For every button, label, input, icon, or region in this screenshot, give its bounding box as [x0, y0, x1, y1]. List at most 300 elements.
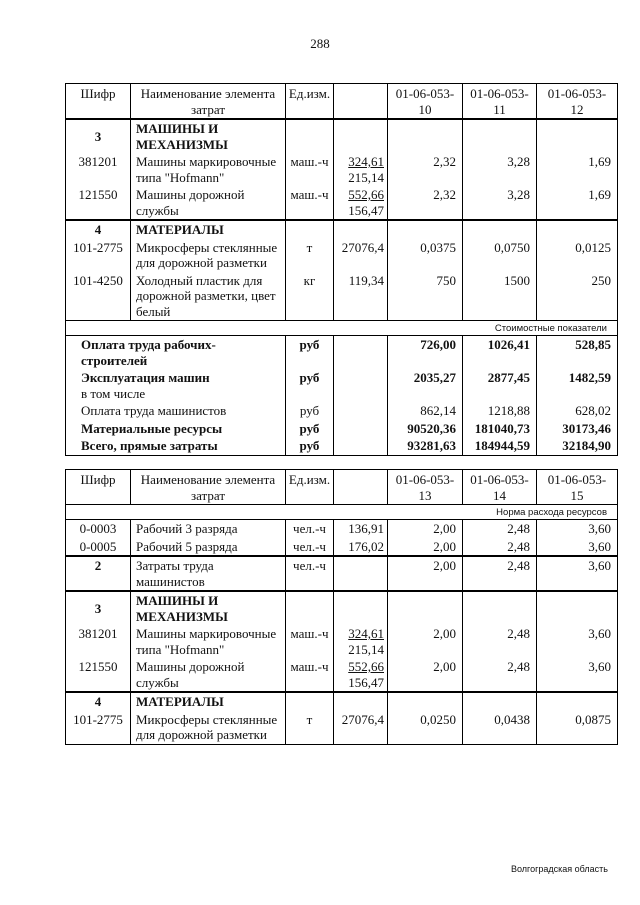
norm-value: 750 — [436, 272, 456, 288]
price-value: 552,66 — [348, 187, 384, 202]
norm-value: 250 — [591, 272, 611, 288]
empty-cell — [334, 336, 388, 370]
price-value: 27076,4 — [341, 239, 384, 255]
cost-value-cell — [463, 437, 537, 455]
norm-value: 0,0750 — [494, 239, 530, 255]
header-unit-cell — [286, 84, 334, 120]
header-norm-line: 14 — [493, 487, 506, 503]
resource-name-line: машинистов — [136, 573, 205, 589]
resource-row — [66, 658, 618, 692]
norm-value-cell — [463, 239, 537, 272]
header-norm-line: 01-06-053- — [470, 86, 529, 101]
header-name-line: затрат — [190, 487, 226, 503]
norm-value-cell — [537, 186, 618, 220]
norm-value: 3,60 — [588, 538, 611, 554]
price-cell — [334, 153, 388, 186]
header-price-cell — [334, 84, 388, 120]
cost-value-cell — [463, 336, 537, 370]
unit: руб — [299, 337, 320, 352]
empty-cell — [537, 220, 618, 239]
empty-cell — [388, 692, 463, 711]
cost-label-line: Оплата труда рабочих- — [81, 337, 216, 352]
norm-value-cell — [388, 556, 463, 591]
price-value: 176,02 — [348, 538, 384, 554]
cost-value-cell — [463, 420, 537, 438]
cost-value: 184944,59 — [474, 438, 530, 453]
name-cell — [131, 556, 286, 591]
norm-value-cell — [388, 711, 463, 745]
norm-value-cell — [537, 239, 618, 272]
cost-label-line: строителей — [81, 352, 148, 368]
unit-cell — [286, 186, 334, 220]
section-row — [66, 119, 618, 153]
unit: руб — [299, 438, 320, 453]
price-cell — [334, 186, 388, 220]
price-value: 156,47 — [348, 202, 384, 218]
header-unit-cell — [286, 470, 334, 505]
section-code: 4 — [94, 222, 102, 237]
resource-norms-table-1 — [65, 83, 618, 456]
code-cell — [66, 625, 131, 658]
header-name-cell — [131, 470, 286, 505]
note-text: Норма расхода ресурсов — [496, 507, 607, 518]
cost-value-cell — [388, 369, 463, 402]
unit-cell — [286, 336, 334, 370]
resource-code: 0-0005 — [79, 538, 117, 554]
unit-cell — [286, 437, 334, 455]
norm-value: 2,00 — [433, 538, 456, 554]
resource-name-line: для дорожной разметки — [136, 727, 267, 742]
norm-value: 0,0438 — [494, 711, 530, 727]
cost-label-cell — [66, 420, 286, 438]
unit: т — [306, 711, 313, 727]
resource-row — [66, 538, 618, 557]
empty-cell — [334, 220, 388, 239]
note-text: Стоимостные показатели — [494, 323, 607, 334]
cost-value: 628,02 — [575, 403, 611, 418]
empty-cell — [537, 119, 618, 153]
header-name-cell — [131, 84, 286, 120]
price-cell — [334, 272, 388, 321]
section-code: 3 — [94, 600, 102, 616]
page-number: 288 — [310, 36, 330, 51]
unit: маш.-ч — [290, 154, 329, 169]
unit-cell — [286, 272, 334, 321]
norm-value: 0,0875 — [575, 711, 611, 727]
cost-value: 32184,90 — [562, 438, 611, 453]
norm-value-cell — [463, 711, 537, 745]
unit: т — [306, 239, 313, 255]
cost-value: 528,85 — [575, 337, 611, 352]
cost-value: 2877,45 — [487, 370, 530, 385]
unit-cell — [286, 402, 334, 420]
price-value: 215,14 — [348, 169, 384, 185]
resource-code: 121550 — [78, 187, 118, 202]
resource-code: 121550 — [78, 659, 118, 674]
price-cell — [334, 556, 388, 591]
table-body — [66, 84, 618, 456]
norm-value: 2,32 — [433, 187, 456, 202]
norm-value-cell — [463, 520, 537, 538]
header-norm-line: 01-06-053- — [547, 86, 607, 101]
section-title-line: МАТЕРИАЛЫ — [136, 222, 224, 237]
norm-value: 3,28 — [507, 154, 530, 169]
norm-value: 2,00 — [433, 626, 456, 641]
cost-label-cell — [66, 402, 286, 420]
unit-cell — [286, 556, 334, 591]
norm-value: 2,48 — [507, 626, 530, 641]
resource-name-line: для дорожной разметки — [136, 255, 267, 270]
header-norm-cell — [388, 84, 463, 120]
norm-value-cell — [537, 711, 618, 745]
note-row — [66, 505, 618, 520]
code-cell — [66, 186, 131, 220]
empty-cell — [286, 119, 334, 153]
price-value: 136,91 — [348, 521, 384, 536]
resource-row — [66, 711, 618, 745]
price-cell — [334, 520, 388, 538]
cost-value-cell — [463, 369, 537, 402]
resource-code: 101-4250 — [73, 272, 123, 288]
resource-row — [66, 625, 618, 658]
norm-value-cell — [388, 186, 463, 220]
section-code-cell — [66, 692, 131, 711]
empty-cell — [537, 591, 618, 625]
norm-value-cell — [388, 239, 463, 272]
code-cell — [66, 153, 131, 186]
cost-value-cell — [537, 437, 618, 455]
norm-value: 2,48 — [507, 659, 530, 674]
norm-value-cell — [388, 153, 463, 186]
resource-name-line: Машины маркировочные — [136, 626, 277, 641]
note-row — [66, 321, 618, 336]
price-value: 27076,4 — [341, 711, 384, 727]
header-norm-line: 01-06-053- — [395, 86, 455, 101]
norm-value-cell — [537, 153, 618, 186]
unit-cell — [286, 625, 334, 658]
norm-value: 3,60 — [588, 558, 611, 573]
norm-value-cell — [463, 556, 537, 591]
unit: маш.-ч — [290, 626, 329, 641]
resource-code: 381201 — [78, 626, 118, 641]
empty-cell — [463, 591, 537, 625]
norm-value-cell — [388, 520, 463, 538]
cost-value-cell — [537, 336, 618, 370]
cost-row — [66, 402, 618, 420]
unit: руб — [299, 370, 320, 385]
cost-value: 93281,63 — [407, 438, 456, 453]
price-cell — [334, 711, 388, 745]
cost-label-line: Всего, прямые затраты — [81, 438, 218, 453]
cost-row — [66, 336, 618, 370]
norm-value-cell — [537, 556, 618, 591]
resource-name-line: Машины дорожной — [136, 659, 245, 674]
section-title-line: МАТЕРИАЛЫ — [136, 694, 224, 709]
code-cell — [66, 272, 131, 321]
norm-value-cell — [537, 272, 618, 321]
empty-cell — [463, 692, 537, 711]
section-title-line: МЕХАНИЗМЫ — [136, 608, 228, 624]
table-header-row — [66, 470, 618, 505]
norm-value: 2,32 — [433, 154, 456, 169]
section-row — [66, 692, 618, 711]
norm-value-cell — [388, 272, 463, 321]
section-title-cell — [131, 119, 286, 153]
resource-name-line: службы — [136, 202, 179, 218]
header-norm-line: 10 — [418, 101, 432, 117]
resource-name-line: Рабочий 5 разряда — [136, 538, 238, 554]
cost-value: 30173,46 — [562, 420, 611, 436]
unit: руб — [299, 420, 320, 436]
resource-name-line: Рабочий 3 разряда — [136, 521, 238, 536]
header-price-cell — [334, 470, 388, 505]
header-unit: Ед.изм. — [288, 472, 331, 487]
cost-row — [66, 437, 618, 455]
note-cell — [66, 505, 618, 520]
cost-value-cell — [537, 369, 618, 402]
cost-value-cell — [388, 402, 463, 420]
norm-value: 2,48 — [507, 521, 530, 536]
norm-value: 3,60 — [588, 626, 611, 641]
unit: кг — [303, 272, 316, 288]
code-cell — [66, 711, 131, 745]
price-cell — [334, 239, 388, 272]
cost-label-cell — [66, 437, 286, 455]
unit: чел.-ч — [293, 558, 326, 573]
norm-value: 3,60 — [588, 659, 611, 674]
header-norm-line: 13 — [418, 487, 432, 503]
code-cell — [66, 520, 131, 538]
empty-cell — [334, 119, 388, 153]
norm-value-cell — [463, 625, 537, 658]
norm-value-cell — [463, 272, 537, 321]
header-norm-line: 12 — [570, 101, 584, 117]
resource-code: 101-2775 — [73, 239, 123, 255]
norm-value-cell — [388, 658, 463, 692]
name-cell — [131, 658, 286, 692]
unit: чел.-ч — [293, 521, 326, 536]
header-code-cell — [66, 84, 131, 120]
cost-label-line: Оплата труда машинистов — [81, 403, 227, 418]
code-cell — [66, 239, 131, 272]
table-body — [66, 470, 618, 745]
header-norm-cell — [463, 84, 537, 120]
section-title-line: МЕХАНИЗМЫ — [136, 136, 228, 152]
name-cell — [131, 153, 286, 186]
norm-value: 2,00 — [433, 558, 456, 573]
section-code: 4 — [94, 694, 102, 709]
price-cell — [334, 538, 388, 557]
cost-value: 1482,59 — [568, 370, 611, 385]
cost-label-line: Эксплуатация машин — [81, 370, 210, 385]
unit: чел.-ч — [293, 538, 326, 554]
section-title-cell — [131, 220, 286, 239]
unit-cell — [286, 420, 334, 438]
cost-value: 181040,73 — [474, 420, 530, 436]
code-cell — [66, 538, 131, 557]
norm-value: 0,0125 — [575, 239, 611, 255]
cost-value-cell — [537, 402, 618, 420]
norm-value: 2,00 — [433, 659, 456, 674]
resource-code: 2 — [94, 558, 102, 573]
group-row — [66, 556, 618, 591]
norm-value-cell — [537, 538, 618, 557]
cost-value-cell — [388, 336, 463, 370]
cost-value: 2035,27 — [413, 370, 456, 385]
price-value: 119,34 — [348, 272, 384, 288]
resource-name-line: дорожной разметки, цвет — [136, 288, 276, 303]
norm-value: 1500 — [504, 272, 530, 288]
name-cell — [131, 625, 286, 658]
resource-code: 0-0003 — [79, 521, 117, 536]
name-cell — [131, 711, 286, 745]
header-norm-line: 01-06-053- — [547, 472, 607, 487]
header-name-line: Наименование элемента — [140, 86, 276, 101]
resource-norms-table-2 — [65, 469, 618, 745]
norm-value-cell — [463, 658, 537, 692]
empty-cell — [334, 437, 388, 455]
section-code-cell — [66, 591, 131, 625]
cost-value: 1218,88 — [487, 403, 530, 418]
section-code-cell — [66, 220, 131, 239]
norm-value-cell — [463, 538, 537, 557]
name-cell — [131, 538, 286, 557]
empty-cell — [334, 692, 388, 711]
section-title-cell — [131, 591, 286, 625]
norm-value-cell — [537, 625, 618, 658]
price-cell — [334, 658, 388, 692]
resource-name-line: Затраты труда — [136, 558, 214, 573]
empty-cell — [334, 591, 388, 625]
norm-value: 1,69 — [588, 187, 611, 202]
header-norm-cell — [537, 470, 618, 505]
empty-cell — [286, 220, 334, 239]
norm-value-cell — [463, 186, 537, 220]
section-title-line: МАШИНЫ И — [136, 121, 219, 136]
cost-label-cell — [66, 336, 286, 370]
section-title-line: МАШИНЫ И — [136, 593, 219, 608]
unit-cell — [286, 658, 334, 692]
resource-name-line: Холодный пластик для — [136, 272, 263, 288]
unit-cell — [286, 520, 334, 538]
empty-cell — [286, 692, 334, 711]
norm-value: 1,69 — [588, 154, 611, 169]
resource-name-line: службы — [136, 674, 179, 690]
name-cell — [131, 272, 286, 321]
empty-cell — [334, 369, 388, 402]
resource-row — [66, 272, 618, 321]
price-cell — [334, 625, 388, 658]
norm-value: 2,48 — [507, 538, 530, 554]
cost-value: 862,14 — [420, 403, 456, 418]
norm-value: 3,28 — [507, 187, 530, 202]
unit-cell — [286, 369, 334, 402]
unit-cell — [286, 711, 334, 745]
resource-name-line: Микросферы стеклянные — [136, 711, 278, 727]
table-header-row — [66, 84, 618, 120]
cost-value-cell — [463, 402, 537, 420]
name-cell — [131, 186, 286, 220]
note-cell — [66, 321, 618, 336]
cost-row — [66, 369, 618, 402]
section-code-cell — [66, 119, 131, 153]
unit: маш.-ч — [290, 187, 329, 202]
resource-name-line: типа "Hofmann" — [136, 169, 225, 185]
section-code: 3 — [94, 128, 102, 144]
header-norm-line: 01-06-053- — [395, 472, 455, 487]
header-name-line: затрат — [190, 101, 226, 117]
section-row — [66, 591, 618, 625]
unit: маш.-ч — [290, 659, 329, 674]
header-norm-line: 11 — [493, 101, 506, 117]
header-code: Шифр — [80, 86, 116, 101]
empty-cell — [463, 220, 537, 239]
empty-cell — [537, 692, 618, 711]
resource-name-line: белый — [136, 303, 171, 319]
norm-value-cell — [388, 538, 463, 557]
empty-cell — [388, 119, 463, 153]
cost-sublabel: в том числе — [81, 385, 146, 401]
resource-row — [66, 239, 618, 272]
norm-value: 2,00 — [433, 521, 456, 536]
resource-row — [66, 520, 618, 538]
norm-value-cell — [388, 625, 463, 658]
header-norm-line: 15 — [570, 487, 584, 503]
resource-row — [66, 186, 618, 220]
unit-cell — [286, 239, 334, 272]
norm-value: 2,48 — [507, 558, 530, 573]
resource-row — [66, 153, 618, 186]
resource-name-line: Микросферы стеклянные — [136, 239, 278, 255]
empty-cell — [334, 402, 388, 420]
cost-value: 1026,41 — [487, 337, 530, 352]
cost-value-cell — [388, 420, 463, 438]
cost-value-cell — [388, 437, 463, 455]
header-code: Шифр — [80, 472, 116, 487]
unit: руб — [299, 403, 320, 418]
price-value: 156,47 — [348, 674, 384, 690]
empty-cell — [463, 119, 537, 153]
header-code-cell — [66, 470, 131, 505]
price-value: 552,66 — [348, 659, 384, 674]
cost-value-cell — [537, 420, 618, 438]
unit-cell — [286, 153, 334, 186]
resource-code: 101-2775 — [73, 711, 123, 727]
resource-name-line: типа "Hofmann" — [136, 641, 225, 657]
resource-name-line: Машины дорожной — [136, 187, 245, 202]
cost-label-line: Материальные ресурсы — [81, 420, 223, 436]
empty-cell — [388, 591, 463, 625]
header-norm-cell — [463, 470, 537, 505]
code-cell — [66, 556, 131, 591]
name-cell — [131, 520, 286, 538]
norm-value-cell — [463, 153, 537, 186]
norm-value: 0,0250 — [420, 711, 456, 727]
norm-value-cell — [537, 658, 618, 692]
empty-cell — [286, 591, 334, 625]
name-cell — [131, 239, 286, 272]
cost-value: 726,00 — [420, 337, 456, 352]
header-norm-cell — [537, 84, 618, 120]
norm-value: 0,0375 — [420, 239, 456, 255]
price-value: 324,61 — [348, 626, 384, 641]
resource-name-line: Машины маркировочные — [136, 154, 277, 169]
footer-region-label: Волгоградская область — [510, 864, 608, 874]
unit-cell — [286, 538, 334, 557]
empty-cell — [334, 420, 388, 438]
code-cell — [66, 658, 131, 692]
norm-value-cell — [537, 520, 618, 538]
